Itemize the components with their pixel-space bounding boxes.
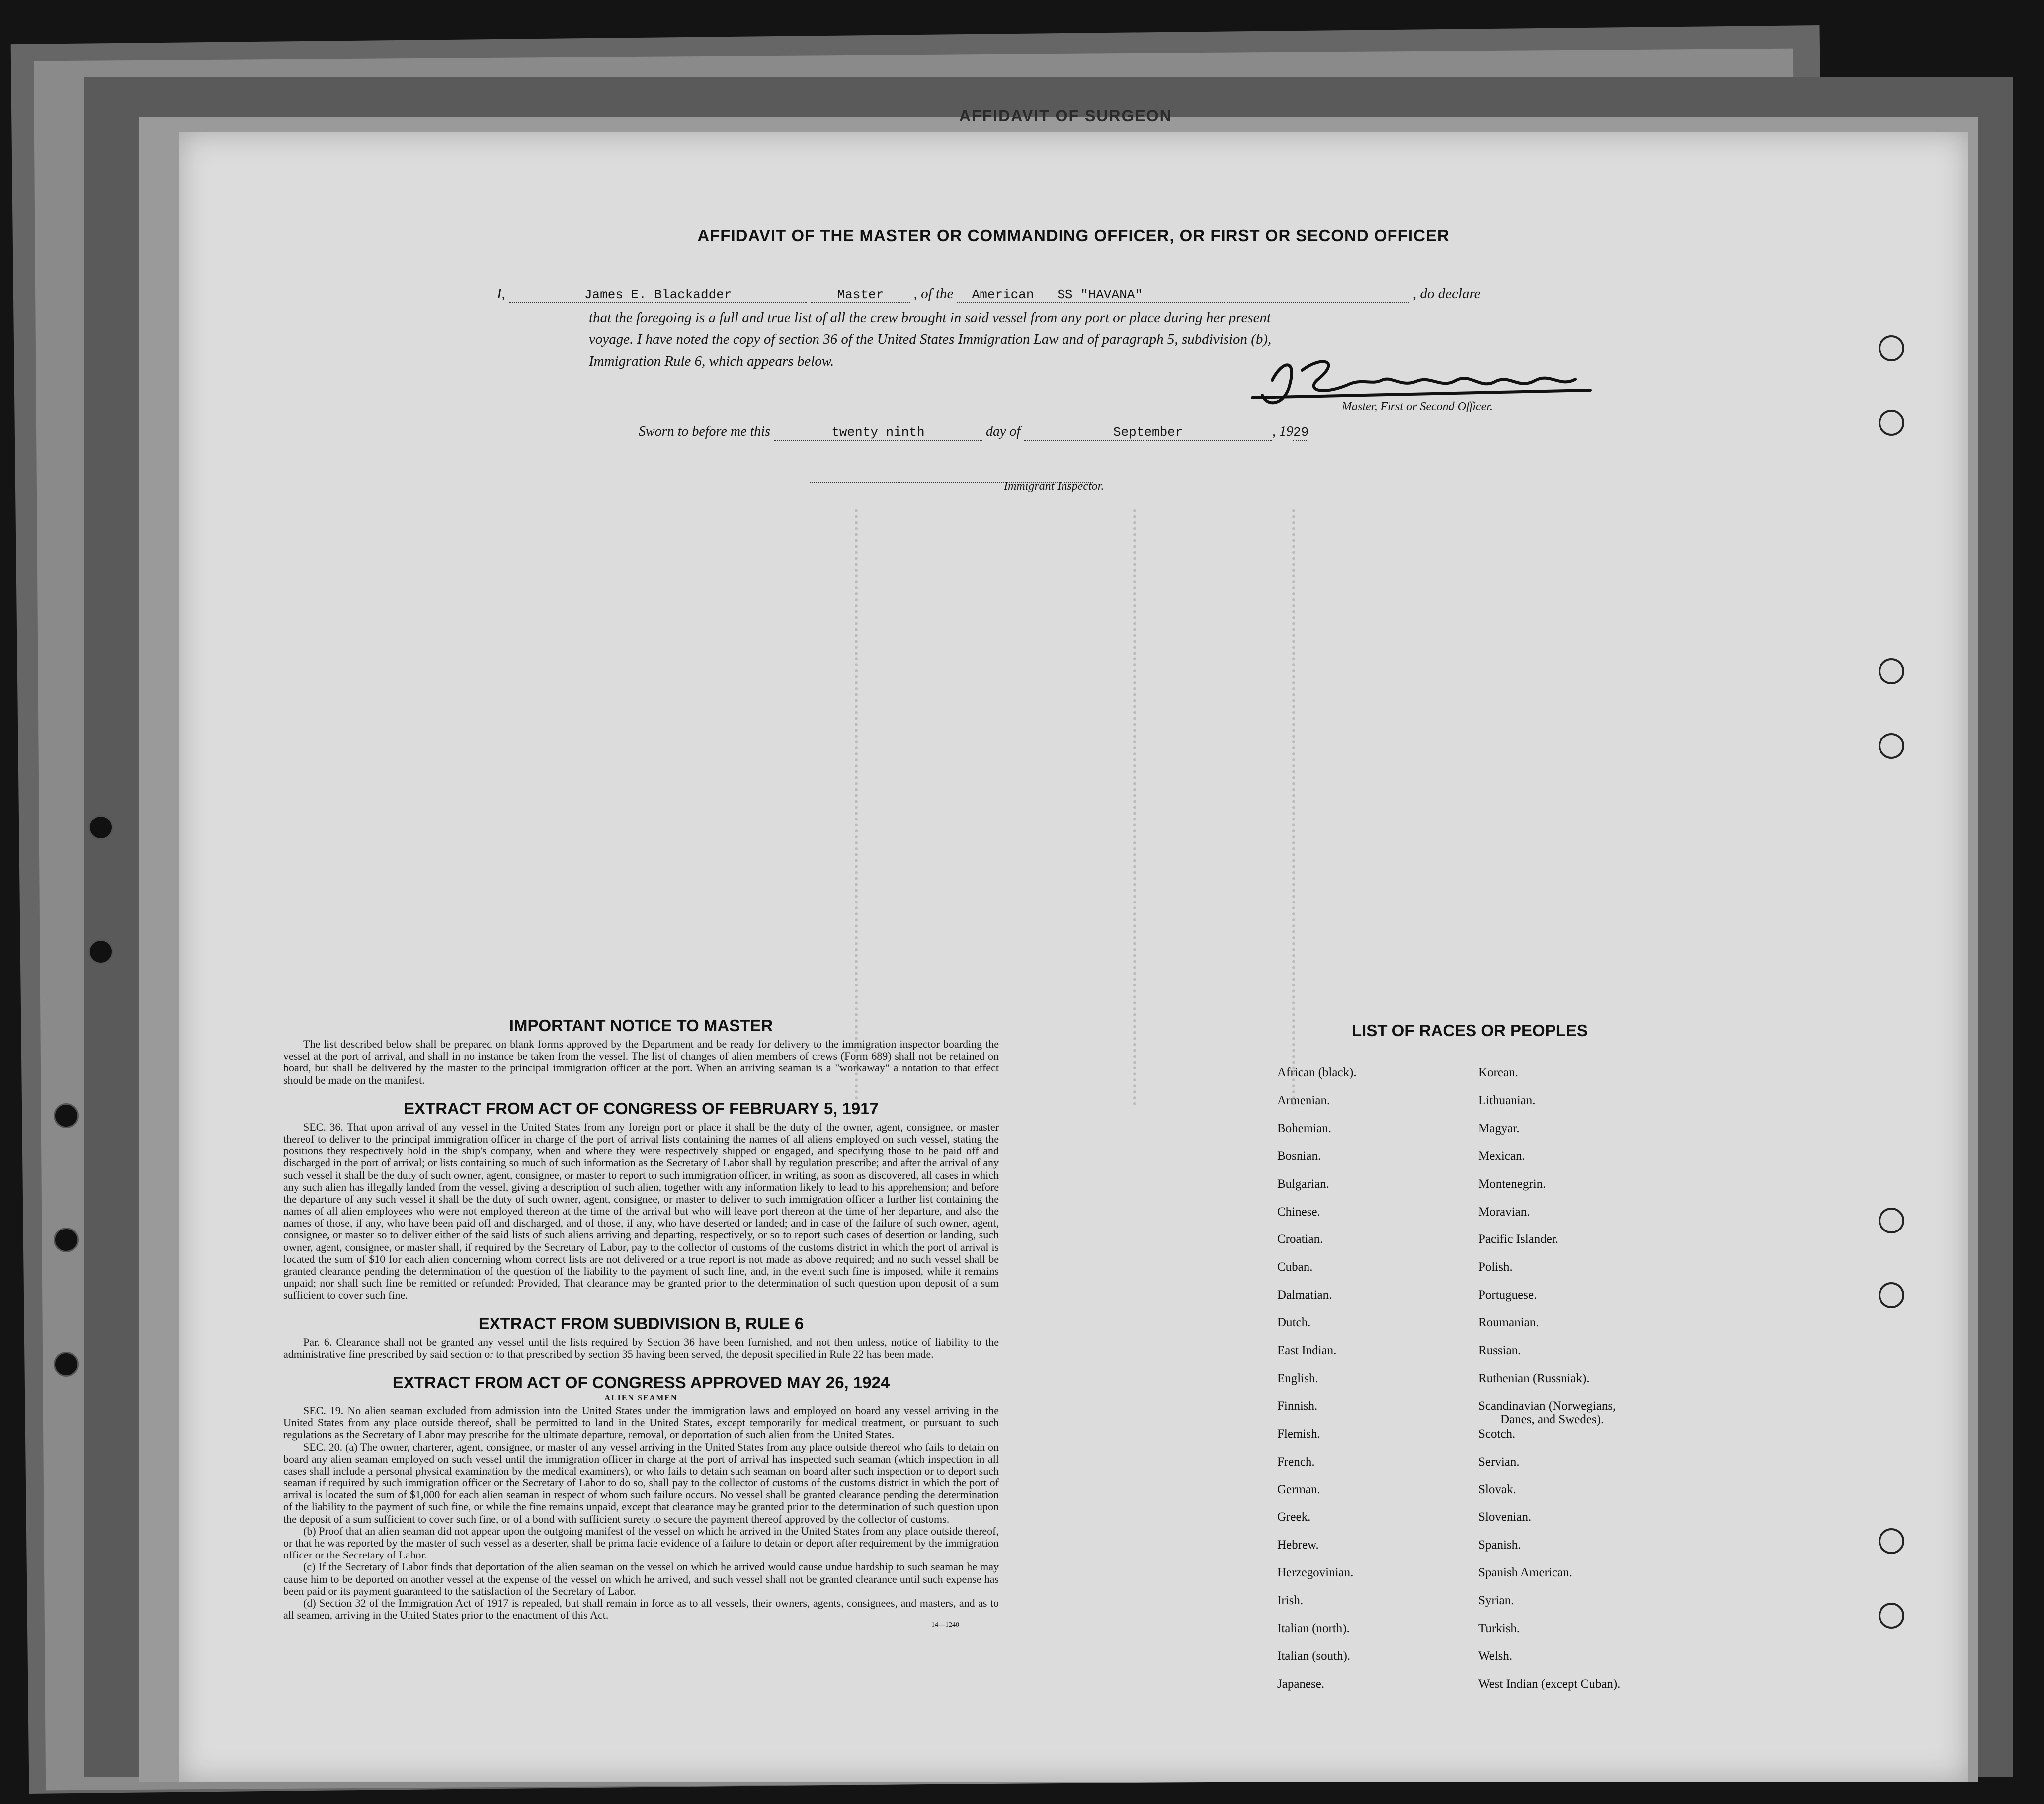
sworn-year-suffix: 29 — [1293, 425, 1309, 440]
punch-hole — [1879, 733, 1904, 759]
affidavit-do-declare: , do declare — [1412, 286, 1481, 302]
master-name: James E. Blackadder — [584, 287, 732, 302]
race-item: Lithuanian. — [1478, 1093, 1536, 1107]
race-item: Magyar. — [1478, 1121, 1520, 1135]
punch-hole — [1879, 1528, 1904, 1554]
race-item: Flemish. — [1277, 1427, 1320, 1441]
sworn-prefix: Sworn to before me this — [639, 424, 770, 439]
race-item: Italian (north). — [1277, 1622, 1350, 1635]
sworn-year-prefix: , 19 — [1272, 424, 1294, 439]
punch-hole — [88, 815, 113, 840]
race-item: Turkish. — [1478, 1622, 1520, 1635]
extract-1924-title: EXTRACT FROM ACT OF CONGRESS APPROVED MAY 26, 1924 — [392, 1373, 890, 1392]
race-item: Spanish. — [1478, 1538, 1521, 1552]
punch-hole — [1879, 658, 1904, 684]
race-item: Armenian. — [1277, 1093, 1330, 1107]
race-item: West Indian (except Cuban). — [1478, 1677, 1621, 1691]
race-item: Moravian. — [1478, 1205, 1530, 1219]
punch-hole — [1879, 410, 1904, 436]
sec20d-text: (d) Section 32 of the Immigration Act of 1917 is repealed, but shall remain in force as to all vessels, their owners, agents, consignees, and masters, and as to all seamen, arriving in the United States prior to the enactment of this Act. — [283, 1596, 999, 1622]
race-item: Japanese. — [1277, 1677, 1325, 1691]
race-item: Bulgarian. — [1277, 1177, 1329, 1191]
affidavit-page — [179, 132, 1968, 1782]
sworn-month: September — [1113, 425, 1183, 440]
master-signature — [1242, 350, 1749, 415]
race-item: Polish. — [1478, 1260, 1513, 1274]
vessel-name: SS "HAVANA" — [1057, 287, 1143, 302]
race-item: Spanish American. — [1478, 1566, 1572, 1580]
punch-hole — [1879, 1282, 1904, 1308]
punch-hole — [54, 1352, 79, 1377]
extract-1917-title: EXTRACT FROM ACT OF CONGRESS OF FEBRUARY 5, 1917 — [404, 1099, 879, 1118]
punch-hole — [1879, 1603, 1904, 1629]
race-item: Pacific Islander. — [1478, 1232, 1559, 1246]
race-item: Slovak. — [1478, 1482, 1516, 1496]
race-item: Mexican. — [1478, 1149, 1525, 1163]
extract-1924-subtitle: ALIEN SEAMEN — [604, 1394, 678, 1402]
races-title: LIST OF RACES OR PEOPLES — [1352, 1021, 1588, 1040]
affidavit-line-2: that the foregoing is a full and true list of all the crew brought in said vessel from any port or place during her present — [589, 310, 1271, 326]
notice-text: The list described below shall be prepared on blank forms approved by the Department and be ready for delivery to the immigration inspector boarding the vessel at the port of arrival, and shall in no instance be taken from the vessel. The list of changes of alien members of crews (Form 689) shall not be retained on board, but shall be delivered by the master to the principal immigration officer at the port. When an arriving seaman is a "workaway" a notation to that effect should be made on the manifest. — [283, 1038, 999, 1086]
race-item: Portuguese. — [1478, 1288, 1537, 1302]
race-item: Roumanian. — [1478, 1316, 1539, 1330]
race-item: Herzegovinian. — [1277, 1566, 1354, 1580]
race-item: Slovenian. — [1478, 1510, 1532, 1524]
sworn-day: twenty ninth — [831, 425, 925, 440]
affidavit-line-4: Immigration Rule 6, which appears below. — [589, 353, 834, 369]
race-item: Chinese. — [1277, 1205, 1320, 1219]
sec19-text: SEC. 19. No alien seaman excluded from admission into the United States under the immigration laws and employed on board any vessel arriving in the United States from any place outside thereof, shall be permitted to land in the United States, except temporarily for medical treatment, or pursuant to such regulations as the Secretary of Labor may prescribe for the ultimate departure, removal, or deportation of such alien from the United States. — [283, 1404, 999, 1441]
affidavit-body — [589, 307, 1271, 372]
sec20c-text: (c) If the Secretary of Labor finds that deportation of the alien seaman on the vessel on which he arrived would cause undue hardship to such seaman he may cause him to be deported on another vessel at the expense of the vessel on which he arrived, and such vessel shall not be granted clearance until such expense has been paid or its payment guaranteed to the satisfaction of the Secretary of Labor. — [283, 1560, 999, 1597]
race-item: Russian. — [1478, 1344, 1521, 1357]
race-item: Hebrew. — [1277, 1538, 1319, 1552]
race-item: Finnish. — [1277, 1399, 1318, 1413]
notice-title: IMPORTANT NOTICE TO MASTER — [509, 1016, 773, 1035]
race-item: French. — [1277, 1455, 1315, 1469]
race-item: African (black). — [1277, 1066, 1357, 1079]
inspector-caption: Immigrant Inspector. — [1004, 480, 1104, 492]
race-item: Croatian. — [1277, 1232, 1323, 1246]
race-item: Italian (south). — [1277, 1649, 1351, 1663]
punch-hole — [54, 1103, 79, 1128]
race-item: Ruthenian (Russniak). — [1478, 1371, 1590, 1385]
race-item: East Indian. — [1277, 1344, 1337, 1357]
race-item: Montenegrin. — [1478, 1177, 1546, 1191]
race-item: Korean. — [1478, 1066, 1518, 1079]
race-item: Syrian. — [1478, 1594, 1514, 1608]
signature-caption: Master, First or Second Officer. — [1342, 400, 1493, 413]
race-item: Dutch. — [1277, 1316, 1311, 1330]
race-item: Scotch. — [1478, 1427, 1516, 1441]
race-item: Bohemian. — [1277, 1121, 1332, 1135]
punch-hole — [1879, 335, 1904, 361]
sec20a-text: SEC. 20. (a) The owner, charterer, agent, consignee, or master of any vessel arriving in the United States from any place outside thereof who fails to detain on board any alien seaman employed on such vessel until the immigration officer in charge at the port of arrival has inspected such seaman (which inspection in all cases shall include a personal physical examination by the medical examiners), or who fails to detain such seaman on board after such inspection or to deport such seaman if required by such immigration officer or the Secretary of Labor to do so, shall pay to the collector of customs of the customs district in which the port of arrival is located the sum of $1,000 for each alien seaman in respect of whom such failure occurs. No vessel shall be granted clearance pending the determination of the liability to the payment of such fine, or while the fine remains unpaid, except that clearance may be granted prior to the determination of such question upon the deposit of a sum sufficient to cover such fine, or of a bond with sufficient surety to secure the payment thereof approved by the collector of customs. — [283, 1440, 999, 1525]
legal-extracts — [283, 1016, 999, 1629]
affidavit-prefix: I, — [497, 286, 505, 302]
race-item: German. — [1277, 1482, 1320, 1496]
extract-1917-text: SEC. 36. That upon arrival of any vessel in the United States from any foreign port or place it shall be the duty of the owner, agent, consignee, or master thereof to deliver to the principal immigration officer in charge of the port of arrival lists containing the names of all aliens employed on such vessel, stating the positions they respectively hold in the ship's company, when and where they were respectively shipped or engaged, and specifying those to be paid off and discharged in the port of arrival; or lists containing so much of such information as the Secretary of Labor shall by regulation prescribe; and after the arrival of any such vessel it shall be the duty of such owner, agent, consignee, or master to report to such immigration officer, in writing, as soon as discovered, all cases in which any such alien has illegally landed from the vessel, giving a description of such alien, together with any information likely to lead to his apprehension; and before the departure of any such vessel it shall be the duty of such owner, agent, consignee, or master to deliver to such immigration officer a further list containing the names of all alien employees who were not employed thereon at the time of the arrival but who will leave port thereon at the time of her departure, and also the names of those, if any, who have been paid off and discharged, and of those, if any, who have deserted or landed; and in case of the failure of such owner, agent, consignee, or master so to deliver either of the said lists of such aliens arriving and departing, respectively, or so to report such cases of desertion or landing, such owner, agent, consignee, or master shall, if required by the Secretary of Labor, pay to the collector of customs of the customs district in which the port of arrival is located the sum of $10 for each alien concerning whom correct lists are not delivered or a true report is not made as above required; and no such vessel shall be granted clearance pending the determination of the question of the liability to the payment of such fine, and, in the event such fine is imposed, while it remains unpaid; nor shall such fine be remitted or refunded: Provided, That clearance may be granted prior to the determination of such question upon deposit of a sum sufficient to cover such fine. — [283, 1120, 999, 1302]
punch-hole — [1879, 1208, 1904, 1233]
officer-rank: Master — [837, 287, 884, 302]
race-item: Danes, and Swedes). — [1500, 1412, 1604, 1426]
form-number: 14—1240 — [931, 1621, 959, 1629]
vessel-nationality: American — [972, 287, 1034, 302]
punch-hole — [54, 1228, 79, 1252]
race-item: Greek. — [1277, 1510, 1311, 1524]
race-item: Irish. — [1277, 1594, 1304, 1608]
race-item: Servian. — [1478, 1455, 1520, 1469]
back-sheet-heading: AFFIDAVIT OF SURGEON — [959, 107, 1172, 125]
race-item: Scandinavian (Norwegians, — [1478, 1399, 1616, 1413]
affidavit-line-3: voyage. I have noted the copy of section 36 of the United States Immigration Law and of paragraph 5, subdivision (b), — [589, 331, 1272, 347]
race-item: English. — [1277, 1371, 1318, 1385]
race-item: Welsh. — [1478, 1649, 1513, 1663]
affidavit-line-1 — [497, 286, 1729, 303]
race-item: Cuban. — [1277, 1260, 1313, 1274]
sec20b-text: (b) Proof that an alien seaman did not appear upon the outgoing manifest of the vessel on which he arrived in the United States from any place outside thereof, or that he was reported by the master of such vessel as a deserter, shall be prima facie evidence of a failure to detain or deport after requirement by the immigration officer or the Secretary of Labor. — [283, 1524, 999, 1561]
sworn-day-of: day of — [985, 424, 1021, 439]
affidavit-title: AFFIDAVIT OF THE MASTER OR COMMANDING OFFICER, OR FIRST OR SECOND OFFICER — [697, 226, 1450, 245]
race-item: Bosnian. — [1277, 1149, 1321, 1163]
affidavit-of-the: , of the — [913, 286, 954, 302]
extract-rule6-title: EXTRACT FROM SUBDIVISION B, RULE 6 — [478, 1314, 804, 1333]
extract-rule6-text: Par. 6. Clearance shall not be granted any vessel until the lists required by Section 36 have been furnished, and not then unless, notice of liability to the administrative fine prescribed by said section or to that prescribed by section 35 having been served, the deposit specified in Rule 22 has been made. — [283, 1335, 999, 1360]
punch-hole — [88, 939, 113, 964]
sworn-line — [639, 424, 1308, 441]
race-item: Dalmatian. — [1277, 1288, 1332, 1302]
